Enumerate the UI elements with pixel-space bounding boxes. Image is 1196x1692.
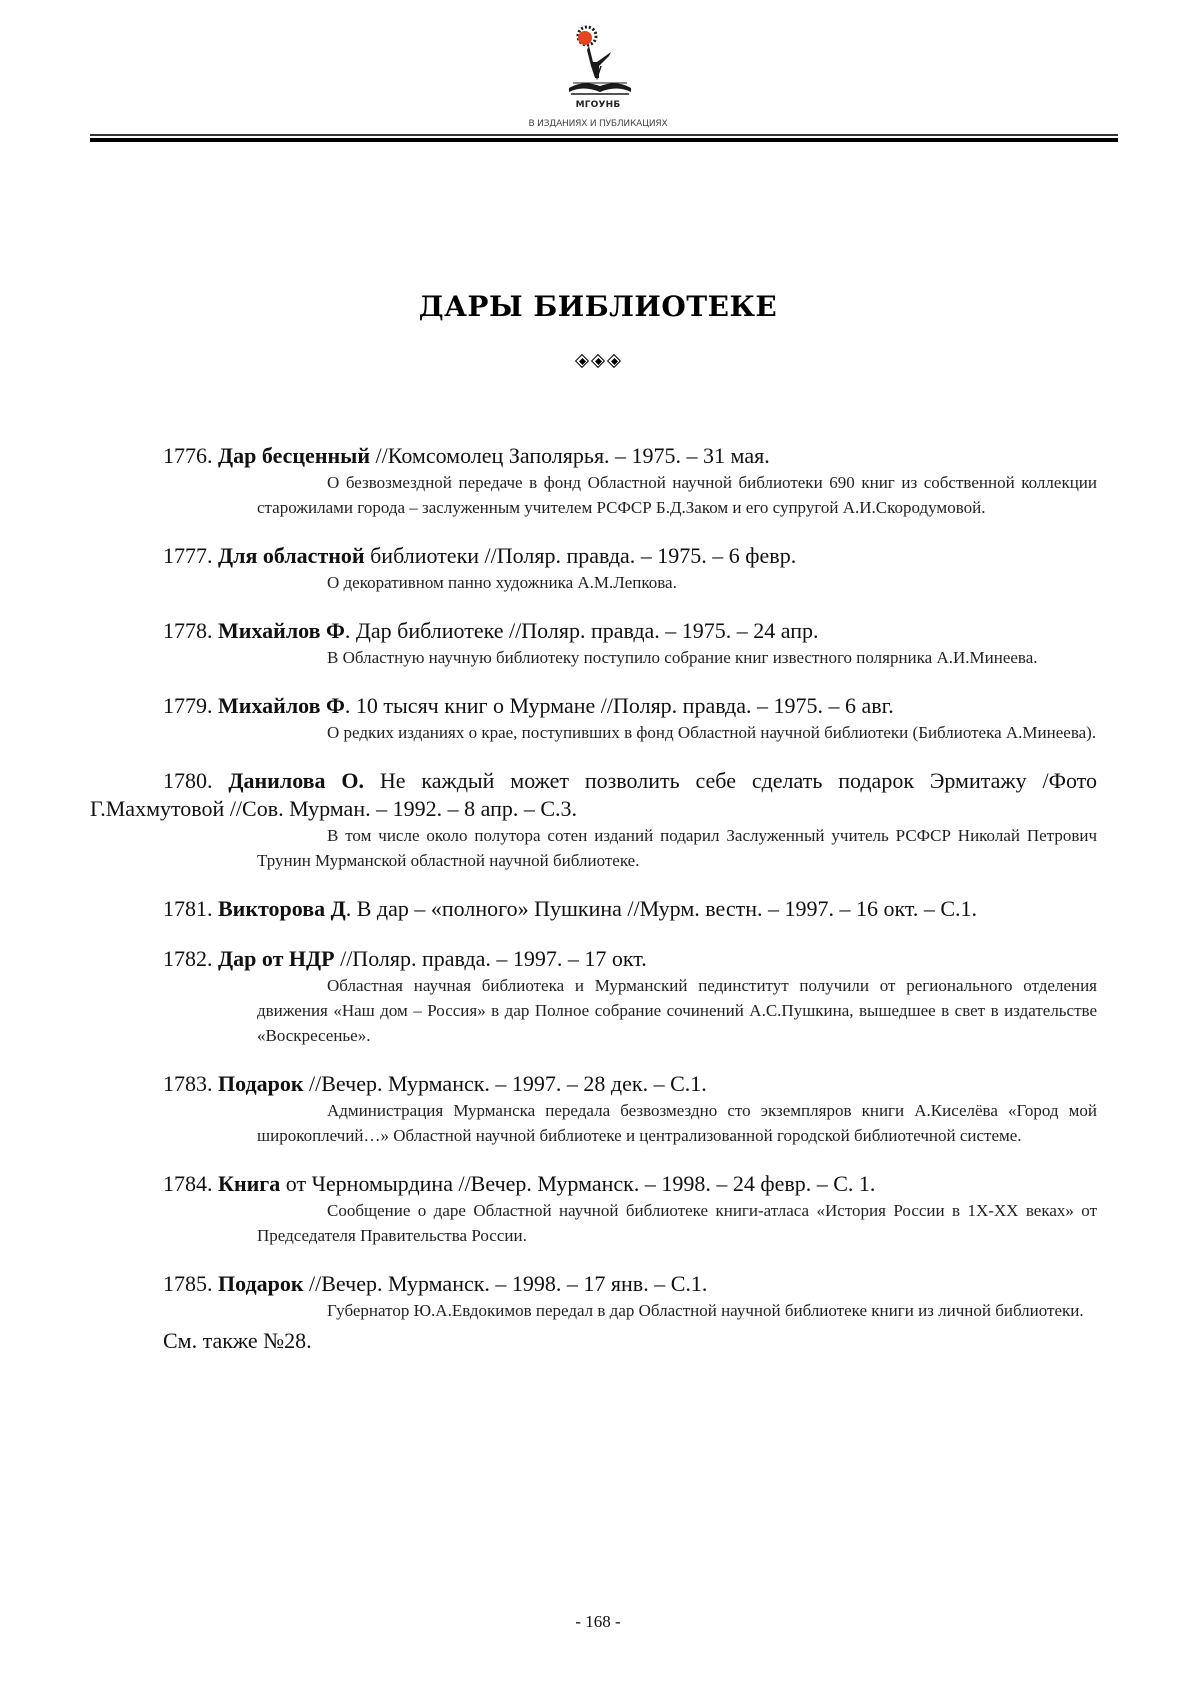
entry-annotation: О редких изданиях о крае, поступивших в фонд Областной научной библиотеки (Библиотека А.Минеева). (327, 723, 1097, 742)
diamond-icon (591, 354, 605, 368)
entry-heading (90, 617, 1097, 645)
entry-citation: . Дар библиотеке //Поляр. правда. – 1975. – 24 апр. (344, 618, 819, 643)
page-number: - 168 - (575, 1612, 621, 1631)
entry-citation: //Поляр. правда. – 1997. – 17 окт. (334, 946, 647, 971)
entry-heading (90, 767, 1097, 823)
entry-annotation: О декоративном панно художника А.М.Лепкова. (327, 573, 677, 592)
entry-author-title: Книга (218, 1171, 281, 1196)
entry-heading (90, 1170, 1097, 1198)
entry-number: 1783. (163, 1071, 213, 1096)
entry-author-title: Для областной (218, 543, 365, 568)
bibliography-entry (90, 442, 1097, 520)
entry-author-title: Дар бесценный (218, 443, 371, 468)
entry-heading (90, 945, 1097, 973)
entry-number: 1779. (163, 693, 213, 718)
bibliography-entry (90, 945, 1097, 1048)
bibliography-entry (90, 692, 1097, 745)
entry-annotation: Областная научная библиотека и Мурманский пединститут получили от регионального отделения движения «Наш дом – Россия» в дар Полное собрание сочинений А.С.Пушкина, вышедшее в свет в издательстве «Воскресенье». (257, 976, 1097, 1045)
entry-author-title: Дар от НДР (218, 946, 335, 971)
entry-heading (90, 442, 1097, 470)
entry-citation: //Вечер. Мурманск. – 1997. – 28 дек. – С.1. (303, 1071, 707, 1096)
entry-citation: . В дар – «полного» Пушкина //Мурм. вестн. – 1997. – 16 окт. – С.1. (345, 896, 978, 921)
entry-heading (90, 542, 1097, 570)
header-rule-thin (90, 134, 1118, 136)
entry-number: 1784. (163, 1171, 213, 1196)
header-subtitle: В ИЗДАНИЯХ И ПУБЛИКАЦИЯХ (528, 119, 668, 129)
entry-author-title: Подарок (218, 1271, 304, 1296)
entry-citation: //Комсомолец Заполярья. – 1975. – 31 мая. (370, 443, 770, 468)
library-logo-icon (563, 22, 637, 102)
bibliography-entry (90, 895, 1097, 923)
header-rule-thick (90, 138, 1118, 142)
entry-author-title: Данилова О. (228, 768, 364, 793)
page-header (0, 0, 1196, 150)
entry-author-title: Викторова Д (218, 896, 346, 921)
entry-annotation: Сообщение о даре Областной научной библиотеке книги-атласа «История России в 1Х-ХХ веках» от Председателя Правительства России. (257, 1201, 1097, 1245)
entry-citation: от Черномырдина //Вечер. Мурманск. – 1998. – 24 февр. – С. 1. (280, 1171, 876, 1196)
entry-number: 1782. (163, 946, 213, 971)
entry-annotation: О безвозмездной передаче в фонд Областной научной библиотеки 690 книг из собственной коллекции старожилами города – заслуженным учителем РСФСР Б.Д.Заком и его супругой А.И.Скородумовой. (257, 473, 1097, 517)
entry-annotation: Администрация Мурманска передала безвозмездно сто экземпляров книги А.Киселёва «Город мой широкоплечий…» Областной научной библиотеке и централизованной городской библиотечной системе. (257, 1101, 1097, 1145)
bibliography-entry (90, 542, 1097, 595)
entry-annotation: В Областную научную библиотеку поступило собрание книг известного полярника А.И.Минеева. (327, 648, 1038, 667)
entry-number: 1785. (163, 1271, 213, 1296)
entry-number: 1776. (163, 443, 213, 468)
entry-number: 1778. (163, 618, 213, 643)
see-also-note: См. также №28. (163, 1328, 312, 1353)
entry-citation: библиотеки //Поляр. правда. – 1975. – 6 февр. (364, 543, 797, 568)
entry-annotation: В том числе около полутора сотен изданий подарил Заслуженный учитель РСФСР Николай Петрович Трунин Мурманской областной научной библиотеке. (257, 826, 1097, 870)
entry-citation: //Вечер. Мурманск. – 1998. – 17 янв. – С.1. (303, 1271, 708, 1296)
entry-number: 1781. (163, 896, 213, 921)
entry-author-title: Михайлов Ф (218, 618, 345, 643)
diamond-icon (607, 354, 621, 368)
entry-number: 1777. (163, 543, 213, 568)
bibliography-entry (90, 767, 1097, 873)
entry-citation: Не каждый может позволить себе сделать подарок Эрмитажу /Фото Г.Махмутовой //Сов. Мурман. – 1992. – 8 апр. – С.3. (90, 768, 1097, 821)
entry-heading (90, 1270, 1097, 1298)
entry-heading (90, 1070, 1097, 1098)
diamond-icon (575, 354, 589, 368)
entry-author-title: Подарок (218, 1071, 304, 1096)
bibliography-entry (90, 1170, 1097, 1248)
bibliography-entry (90, 1070, 1097, 1148)
entry-author-title: Михайлов Ф (218, 693, 345, 718)
bibliography-entry (90, 1270, 1097, 1323)
bibliography-list (90, 442, 1097, 1355)
entry-citation: . 10 тысяч книг о Мурмане //Поляр. правда. – 1975. – 6 авг. (344, 693, 894, 718)
entry-number: 1780. (163, 768, 213, 793)
entry-heading (90, 692, 1097, 720)
page-title: ДАРЫ БИБЛИОТЕКЕ (418, 290, 778, 323)
title-ornament (0, 354, 1196, 368)
logo-text: МГОУНБ (575, 100, 621, 110)
bibliography-entry (90, 617, 1097, 670)
entry-heading (90, 895, 1097, 923)
entry-annotation: Губернатор Ю.А.Евдокимов передал в дар Областной научной библиотеке книги из личной библиотеки. (327, 1301, 1084, 1320)
